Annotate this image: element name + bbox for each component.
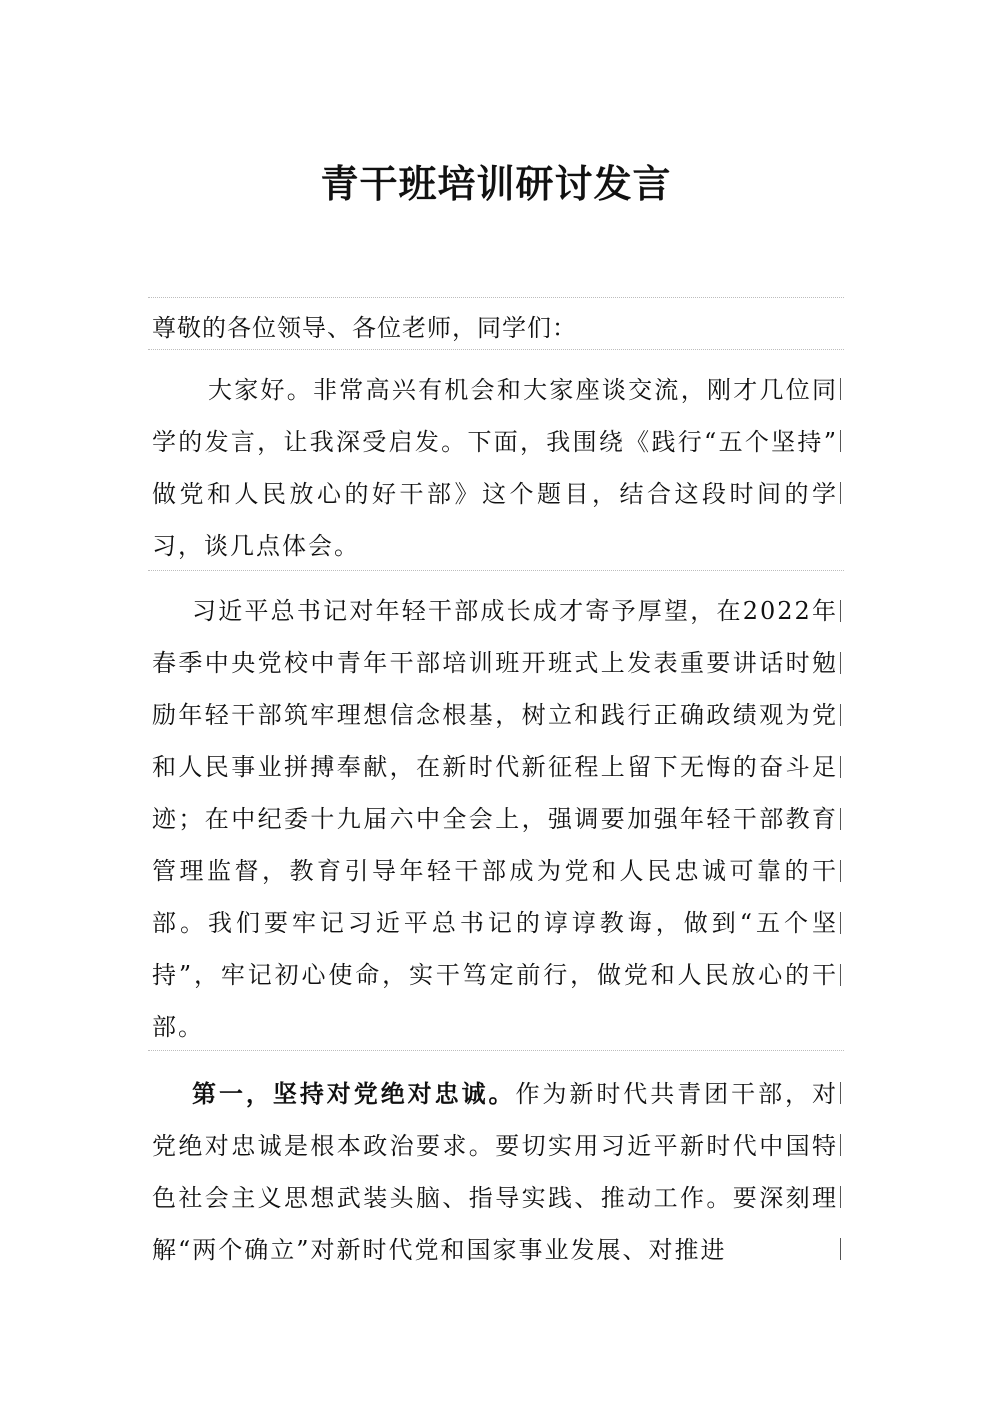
line-end-marker [840, 860, 841, 882]
line-end-marker [840, 964, 841, 986]
line-end-marker [840, 704, 841, 726]
paragraph-3-lead: 第一，坚持对党绝对忠诚。 [192, 1079, 516, 1108]
section-divider [148, 1050, 844, 1051]
document-title: 青干班培训研讨发言 [320, 161, 672, 206]
line-end-marker [840, 756, 841, 778]
line-end-marker [840, 808, 841, 830]
paragraph-3-text: 作为新时代共青团干部，对党绝对忠诚是根本政治要求。要切实用习近平新时代中国特色社会主义思想武装头脑、指导实践、推动工作。要深刻理解“两个确立”对新时代党和国家事业发展、对推进 [152, 1080, 839, 1264]
line-end-marker [840, 482, 841, 504]
section-divider [148, 570, 844, 571]
line-end-marker [840, 1082, 841, 1104]
line-end-marker [840, 430, 841, 452]
line-end-marker [840, 600, 841, 622]
line-end-marker [840, 1238, 841, 1260]
paragraph-1 [152, 364, 838, 572]
paragraph-2 [152, 585, 838, 1053]
paragraph-3 [152, 1068, 838, 1276]
line-end-marker [840, 652, 841, 674]
line-end-marker [840, 378, 841, 400]
line-end-marker [840, 912, 841, 934]
section-divider [148, 297, 844, 298]
paragraph-1-text: 大家好。非常高兴有机会和大家座谈交流，刚才几位同学的发言，让我深受启发。下面，我围绕《践行“五个坚持” 做党和人民放心的好干部》这个题目，结合这段时间的学习，谈几点体会。 [152, 376, 838, 560]
paragraph-2-text: 习近平总书记对年轻干部成长成才寄予厚望，在2022年春季中央党校中青年干部培训班开班式上发表重要讲话时勉励年轻干部筑牢理想信念根基，树立和践行正确政绩观为党和人民事业拼搏奉献，在新时代新征程上留下无悔的奋斗足迹；在中纪委十九届六中全会上，强调要加强年轻干部教育管理监督，教育引导年轻干部成为党和人民忠诚可靠的干部。我们要牢记习近平总书记的谆谆教诲，做到“五个坚持”，牢记初心使命，实干笃定前行，做党和人民放心的干部。 [152, 597, 838, 1041]
salutation: 尊敬的各位领导、各位老师，同学们： [152, 314, 577, 342]
line-end-marker [840, 1186, 841, 1208]
section-divider [148, 349, 844, 350]
line-end-marker [840, 1134, 841, 1156]
